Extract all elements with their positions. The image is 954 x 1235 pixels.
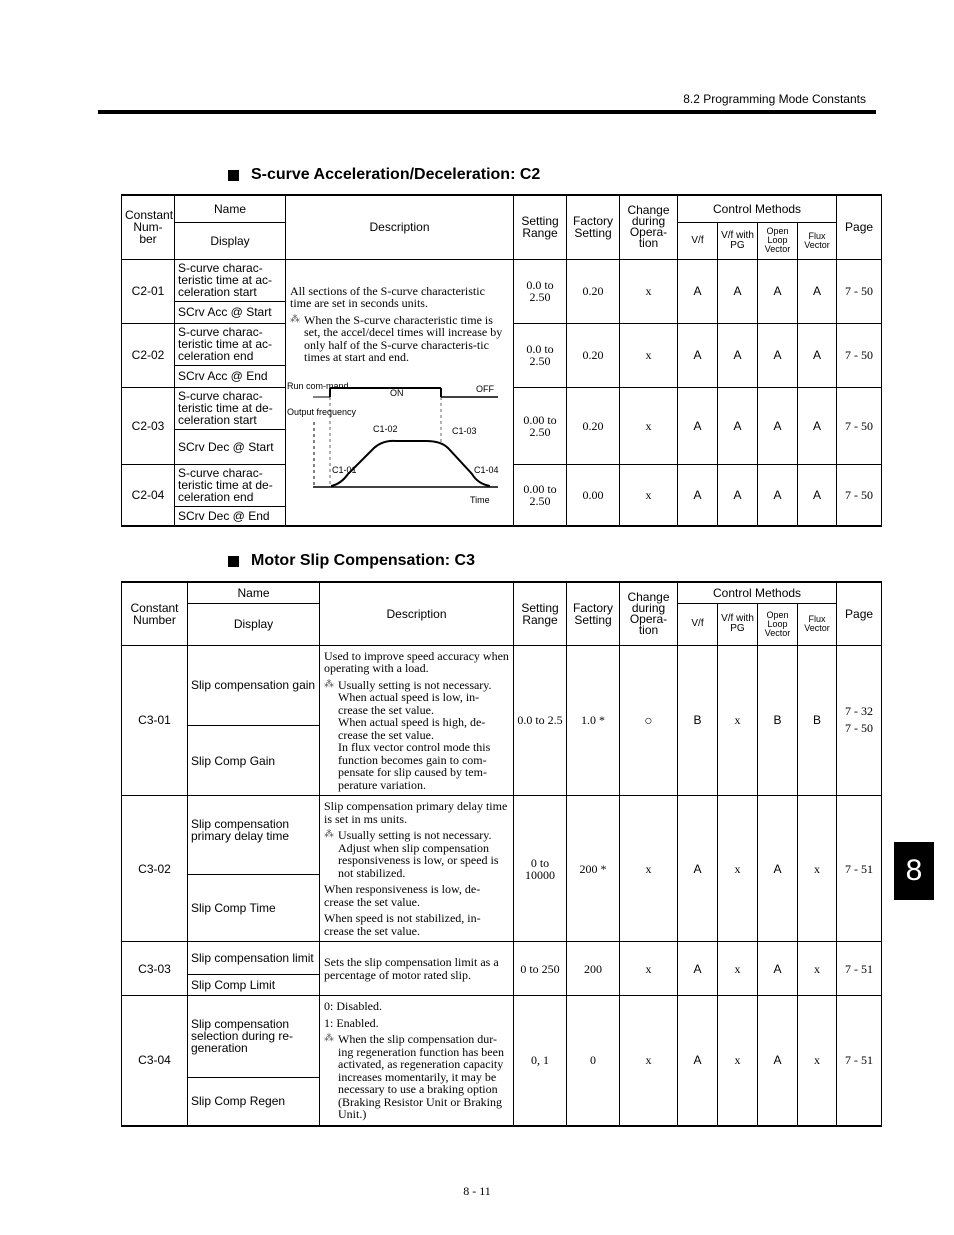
setting-range: 0.0 to 2.50 — [514, 259, 567, 323]
change-during-operation: ○ — [620, 645, 678, 796]
constant-number: C2-04 — [122, 464, 175, 526]
page-ref: 7 - 50 — [837, 387, 882, 464]
method-open-loop: A — [758, 464, 798, 526]
graph-c1-01-label: C1-01 — [332, 464, 357, 475]
graph-time-label: Time — [470, 494, 490, 505]
display-name: SCrv Dec @ Start — [175, 429, 286, 464]
c3-section-heading — [228, 552, 475, 570]
page-ref-2: 7 - 50 — [845, 721, 874, 736]
col-vf-pg: V/f with PG — [718, 603, 758, 645]
method-vf: A — [678, 942, 718, 996]
method-flux: x — [798, 796, 837, 942]
method-flux: A — [798, 323, 837, 387]
constant-name: S-curve charac-teristic time at de-celeration end — [175, 464, 286, 506]
method-vf: A — [678, 996, 718, 1126]
description — [320, 796, 514, 942]
change-during-operation: x — [620, 387, 678, 464]
c2-section-title: S-curve Acceleration/Deceleration: C2 — [251, 166, 541, 183]
table-row — [122, 996, 882, 1078]
col-change-during: Change during Opera-tion — [620, 582, 678, 645]
constant-number: C3-03 — [122, 942, 188, 996]
col-factory-setting: Factory Setting — [567, 582, 620, 645]
table-row — [122, 259, 882, 301]
page-ref: 7 - 51 — [837, 796, 882, 942]
change-during-operation: x — [620, 259, 678, 323]
c2-desc-note: When the S-curve characteristic time is set, the accel/decel times will increase by only half of the S-curve characteris-tic times at start and end. — [304, 312, 503, 364]
method-vf: A — [678, 464, 718, 526]
desc-text: Used to improve speed accuracy when operating with a load. — [324, 648, 509, 675]
display-name: SCrv Acc @ End — [175, 365, 286, 387]
c2-section-heading — [228, 166, 540, 184]
col-flux: Flux Vector — [798, 603, 837, 645]
constant-number: C2-03 — [122, 387, 175, 464]
method-open-loop: A — [758, 323, 798, 387]
method-vf: B — [678, 645, 718, 796]
setting-range: 0 to 250 — [514, 942, 567, 996]
desc-text: When responsiveness is low, de-crease the set value. — [324, 882, 481, 909]
method-open-loop: A — [758, 259, 798, 323]
col-open-loop: Open Loop Vector — [758, 603, 798, 645]
setting-range: 0.00 to 2.50 — [514, 387, 567, 464]
setting-range: 0, 1 — [514, 996, 567, 1126]
graph-c1-04-label: C1-04 — [474, 464, 499, 475]
constant-name: S-curve charac-teristic time at ac-celeration end — [175, 323, 286, 365]
setting-range: 0.0 to 2.5 — [514, 645, 567, 796]
display-name: Slip Comp Time — [188, 874, 320, 941]
method-vf-pg: A — [718, 464, 758, 526]
display-name: Slip Comp Limit — [188, 975, 320, 996]
page-ref: 7 - 50 — [837, 464, 882, 526]
col-name: Name — [175, 195, 286, 222]
setting-range: 0.0 to 2.50 — [514, 323, 567, 387]
s-curve-line — [331, 440, 490, 485]
square-bullet-icon — [228, 170, 239, 181]
factory-setting: 0.20 — [567, 387, 620, 464]
desc-text: When actual speed is low, in-crease the set value. — [338, 690, 480, 717]
factory-setting: 0 — [567, 996, 620, 1126]
factory-setting: 0.20 — [567, 259, 620, 323]
col-display: Display — [175, 222, 286, 259]
graph-c1-02-label: C1-02 — [373, 423, 398, 434]
constant-name: Slip compensation primary delay time — [188, 796, 320, 875]
graph-on-label: ON — [390, 387, 404, 398]
display-name: SCrv Acc @ Start — [175, 301, 286, 323]
header-rule — [98, 110, 876, 114]
c2-desc-text: All sections of the S-curve characteristic time are set in seconds units. — [290, 283, 485, 310]
graph-c1-03-label: C1-03 — [452, 425, 477, 436]
constant-name: S-curve charac-teristic time at de-celeration start — [175, 387, 286, 429]
method-open-loop: B — [758, 645, 798, 796]
col-description: Description — [286, 195, 514, 259]
method-open-loop: A — [758, 796, 798, 942]
constant-name: Slip compensation gain — [188, 645, 320, 726]
page-ref: 7 - 50 — [837, 259, 882, 323]
method-vf: A — [678, 323, 718, 387]
change-during-operation: x — [620, 942, 678, 996]
desc-note: Usually setting is not necessary. — [338, 677, 492, 692]
method-vf-pg: A — [718, 259, 758, 323]
desc-text: Slip compensation primary delay time is set in ms units. — [324, 799, 508, 826]
change-during-operation: x — [620, 796, 678, 942]
method-flux: A — [798, 464, 837, 526]
desc-text: Adjust when slip compensation responsiveness is low, or speed is not stabilized. — [338, 840, 499, 880]
method-vf: A — [678, 259, 718, 323]
page-ref — [837, 645, 882, 796]
note-star-icon: ⁂ — [290, 313, 300, 325]
method-open-loop: A — [758, 942, 798, 996]
setting-range: 0 to 10000 — [514, 796, 567, 942]
c3-section-title: Motor Slip Compensation: C3 — [251, 552, 475, 569]
col-page: Page — [837, 582, 882, 645]
display-name: Slip Comp Gain — [188, 726, 320, 796]
method-flux: A — [798, 387, 837, 464]
factory-setting: 0.20 — [567, 323, 620, 387]
change-during-operation: x — [620, 996, 678, 1126]
note-star-icon: ⁂ — [324, 1033, 334, 1044]
method-vf-pg: x — [718, 645, 758, 796]
s-curve-graph — [286, 380, 514, 520]
col-vf: V/f — [678, 222, 718, 259]
c2-table — [121, 194, 882, 527]
col-setting-range: Setting Range — [514, 582, 567, 645]
desc-text: 1: Enabled. — [324, 1015, 379, 1030]
c2-header-row — [122, 195, 882, 222]
c2-description-cell — [286, 259, 514, 526]
col-constant-number: Constant Num-ber — [122, 195, 175, 259]
change-during-operation: x — [620, 323, 678, 387]
page-ref: 7 - 51 — [837, 996, 882, 1126]
factory-setting: 200 — [567, 942, 620, 996]
graph-off-label: OFF — [476, 383, 494, 394]
desc-text: 0: Disabled. — [324, 999, 382, 1013]
method-flux: x — [798, 942, 837, 996]
col-page: Page — [837, 195, 882, 259]
graph-output-frequency-label: Output frequency — [287, 406, 357, 417]
constant-name: Slip compensation limit — [188, 942, 320, 975]
col-constant-number: Constant Number — [122, 582, 188, 645]
col-vf-pg: V/f with PG — [718, 222, 758, 259]
factory-setting: 0.00 — [567, 464, 620, 526]
note-star-icon: ⁂ — [324, 678, 334, 690]
col-name: Name — [188, 582, 320, 603]
method-flux: B — [798, 645, 837, 796]
method-vf: A — [678, 387, 718, 464]
constant-number: C2-01 — [122, 259, 175, 323]
square-bullet-icon — [228, 556, 239, 567]
page-ref-1: 7 - 32 — [845, 704, 874, 719]
method-vf-pg: x — [718, 796, 758, 942]
constant-number: C3-01 — [122, 645, 188, 796]
desc-note: Usually setting is not necessary. — [338, 828, 492, 842]
method-vf-pg: A — [718, 323, 758, 387]
header-section-title: 8.2 Programming Mode Constants — [683, 92, 866, 106]
factory-setting: 1.0 * — [567, 645, 620, 796]
col-change-during: Change during Opera-tion — [620, 195, 678, 259]
col-control-methods: Control Methods — [678, 195, 837, 222]
col-open-loop: Open Loop Vector — [758, 222, 798, 259]
col-flux: Flux Vector — [798, 222, 837, 259]
c3-table — [121, 581, 882, 1127]
desc-note: When the slip compensation dur-ing regeneration function has been activated, as regeneration capacity increases momentarily, it may be necessary to use a braking option (Braking Resistor Unit or Braking Unit.) — [338, 1032, 504, 1121]
table-row — [122, 645, 882, 726]
method-vf: A — [678, 796, 718, 942]
page-number: 8 - 11 — [463, 1184, 491, 1198]
col-control-methods: Control Methods — [678, 582, 837, 603]
table-row — [122, 942, 882, 975]
constant-name: S-curve charac-teristic time at ac-celeration start — [175, 259, 286, 301]
col-setting-range: Setting Range — [514, 195, 567, 259]
display-name: Slip Comp Regen — [188, 1077, 320, 1125]
table-row — [122, 796, 882, 875]
method-flux: A — [798, 259, 837, 323]
c3-header-row — [122, 582, 882, 603]
constant-number: C3-04 — [122, 996, 188, 1126]
display-name: SCrv Dec @ End — [175, 506, 286, 526]
graph-run-command-label: Run com-mand — [287, 380, 349, 391]
page-ref: 7 - 50 — [837, 323, 882, 387]
description — [320, 942, 514, 996]
method-flux: x — [798, 996, 837, 1126]
col-vf: V/f — [678, 603, 718, 645]
setting-range: 0.00 to 2.50 — [514, 464, 567, 526]
method-vf-pg: A — [718, 387, 758, 464]
method-open-loop: A — [758, 387, 798, 464]
constant-name: Slip compensation selection during re-generation — [188, 996, 320, 1078]
col-factory-setting: Factory Setting — [567, 195, 620, 259]
desc-text: When speed is not stabilized, in-crease the set value. — [324, 911, 481, 938]
page-ref: 7 - 51 — [837, 942, 882, 996]
note-star-icon: ⁂ — [324, 829, 334, 840]
change-during-operation: x — [620, 464, 678, 526]
desc-text: When actual speed is high, de-crease the set value. — [338, 715, 486, 742]
method-vf-pg: x — [718, 996, 758, 1126]
method-open-loop: A — [758, 996, 798, 1126]
col-description: Description — [320, 582, 514, 645]
constant-number: C3-02 — [122, 796, 188, 942]
factory-setting: 200 * — [567, 796, 620, 942]
method-vf-pg: x — [718, 942, 758, 996]
desc-text: Sets the slip compensation limit as a percentage of motor rated slip. — [324, 955, 499, 982]
constant-number: C2-02 — [122, 323, 175, 387]
col-display: Display — [188, 603, 320, 645]
description — [320, 645, 514, 796]
description — [320, 996, 514, 1126]
chapter-tab: 8 — [894, 842, 934, 900]
desc-text: In flux vector control mode this function becomes gain to com-pensate for slip caused by tem-perature variation. — [338, 740, 491, 792]
